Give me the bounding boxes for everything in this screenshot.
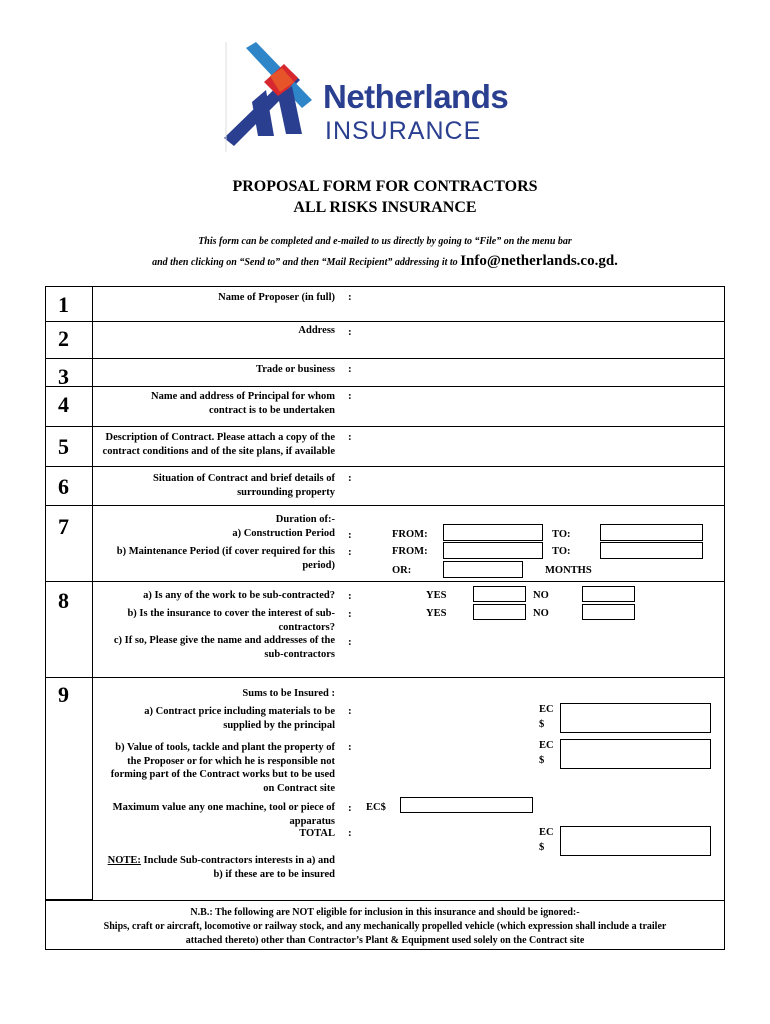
- maintenance-period-label: b) Maintenance Period (if cover required for this period): [116, 546, 335, 571]
- section-number: 4: [58, 392, 69, 417]
- subcontracted-label: a) Is any of the work to be sub-contracted?: [143, 590, 335, 601]
- tools-dollar-label: $: [539, 755, 545, 766]
- max-value-label: Maximum value any one machine, tool or piece of apparatus: [112, 802, 335, 827]
- page-title: PROPOSAL FORM FOR CONTRACTORS: [232, 178, 538, 195]
- maintenance-from-field[interactable]: [443, 542, 543, 559]
- number-column: [45, 286, 93, 900]
- maintenance-from-label: FROM:: [392, 546, 428, 557]
- note-heading: NOTE:: [107, 855, 141, 866]
- row-divider: [45, 358, 725, 359]
- colon: :: [348, 291, 352, 303]
- construction-to-label: TO:: [552, 529, 571, 540]
- int-no-label: NO: [533, 608, 549, 619]
- company-logo: [222, 42, 322, 152]
- address-label: Address: [298, 325, 335, 336]
- row-divider: [45, 321, 725, 322]
- colon: :: [348, 529, 352, 541]
- colon: :: [348, 636, 352, 648]
- months-field[interactable]: [443, 561, 523, 578]
- sub-yes-label: YES: [426, 590, 447, 601]
- section-number: 7: [58, 514, 69, 539]
- description-label: Description of Contract. Please attach a copy of the contract conditions and of the site plans, if available: [102, 432, 335, 457]
- section-number: 9: [58, 682, 69, 707]
- trade-label: Trade or business: [256, 364, 335, 375]
- total-label: TOTAL: [299, 828, 335, 839]
- email-link[interactable]: Info@netherlands.co.gd.: [460, 253, 618, 269]
- row-divider: [45, 505, 725, 506]
- construction-to-field[interactable]: [600, 524, 703, 541]
- contract-price-label: a) Contract price including materials to be supplied by the principal: [144, 706, 335, 731]
- tools-value-field[interactable]: [560, 739, 711, 769]
- nb-line-1: N.B.: The following are NOT eligible for inclusion in this insurance and should be ignored:-: [190, 907, 580, 918]
- colon: :: [348, 546, 352, 558]
- duration-label: Duration of:-: [275, 514, 335, 525]
- logo-mark-icon: [222, 42, 322, 152]
- contract-price-field[interactable]: [560, 703, 711, 733]
- proposer-label: Name of Proposer (in full): [218, 292, 335, 303]
- construction-period-label: a) Construction Period: [232, 528, 335, 539]
- page-subtitle: ALL RISKS INSURANCE: [293, 199, 477, 216]
- max-ec-label: EC$: [366, 802, 386, 813]
- section-number: 8: [58, 588, 69, 613]
- colon: :: [348, 827, 352, 839]
- row-divider: [45, 677, 725, 678]
- colon: :: [348, 590, 352, 602]
- colon: :: [348, 472, 352, 484]
- nb-line-2: Ships, craft or aircraft, locomotive or railway stock, and any mechanically propelled vehicle (which expression shall include a trailer: [103, 921, 667, 932]
- int-yes-label: YES: [426, 608, 447, 619]
- maintenance-to-label: TO:: [552, 546, 571, 557]
- row-divider: [45, 466, 725, 467]
- principal-label: Name and address of Principal for whom contract is to be undertaken: [151, 391, 335, 416]
- section-number: 2: [58, 326, 69, 351]
- total-ec-label: EC: [539, 827, 554, 838]
- section-number: 1: [58, 292, 69, 317]
- int-yes-checkbox[interactable]: [473, 604, 526, 620]
- row-divider: [45, 581, 725, 582]
- logo-name: Netherlands: [323, 78, 509, 115]
- sums-insured-label: Sums to be Insured :: [242, 688, 335, 699]
- colon: :: [348, 390, 352, 402]
- total-dollar-label: $: [539, 842, 545, 853]
- sub-yes-checkbox[interactable]: [473, 586, 526, 602]
- construction-from-field[interactable]: [443, 524, 543, 541]
- section-number: 5: [58, 434, 69, 459]
- colon: :: [348, 363, 352, 375]
- row-divider: [45, 386, 725, 387]
- logo-subtitle: INSURANCE: [325, 117, 482, 145]
- colon: :: [348, 326, 352, 338]
- note-label: [105, 854, 335, 881]
- colon: :: [348, 431, 352, 443]
- colon: :: [348, 802, 352, 814]
- situation-label: Situation of Contract and brief details of surrounding property: [153, 473, 335, 498]
- colon: :: [348, 741, 352, 753]
- int-no-checkbox[interactable]: [582, 604, 635, 620]
- price-dollar-label: $: [539, 719, 545, 730]
- sub-names-label: c) If so, Please give the name and addresses of the sub-contractors: [113, 635, 335, 660]
- construction-from-label: FROM:: [392, 529, 428, 540]
- tools-value-label: b) Value of tools, tackle and plant the property of the Proposer or for which he is responsible not forming part of the Contract works but to be used on Contract site: [110, 742, 335, 794]
- total-field[interactable]: [560, 826, 711, 856]
- tools-ec-label: EC: [539, 740, 554, 751]
- colon: :: [348, 608, 352, 620]
- section-number: 6: [58, 474, 69, 499]
- row-divider: [45, 426, 725, 427]
- colon: :: [348, 705, 352, 717]
- note-text: Include Sub-contractors interests in a) and b) if these are to be insured: [140, 855, 335, 880]
- sub-no-checkbox[interactable]: [582, 586, 635, 602]
- section-number: 3: [58, 364, 69, 389]
- or-label: OR:: [392, 565, 412, 576]
- intro-line-1: This form can be completed and e-mailed to us directly by going to “File” on the menu bar: [198, 236, 572, 247]
- row-divider: [45, 900, 725, 901]
- sub-no-label: NO: [533, 590, 549, 601]
- max-value-field[interactable]: [400, 797, 533, 813]
- price-ec-label: EC: [539, 704, 554, 715]
- intro-text: and then clicking on “Send to” and then “Mail Recipient” addressing it to: [152, 257, 458, 268]
- months-label: MONTHS: [545, 565, 592, 576]
- sub-interest-label: b) Is the insurance to cover the interest of sub-contractors?: [127, 608, 335, 633]
- nb-line-3: attached thereto) other than Contractor’s Plant & Equipment used solely on the Contract site: [185, 935, 585, 946]
- intro-line-2: [0, 253, 770, 270]
- maintenance-to-field[interactable]: [600, 542, 703, 559]
